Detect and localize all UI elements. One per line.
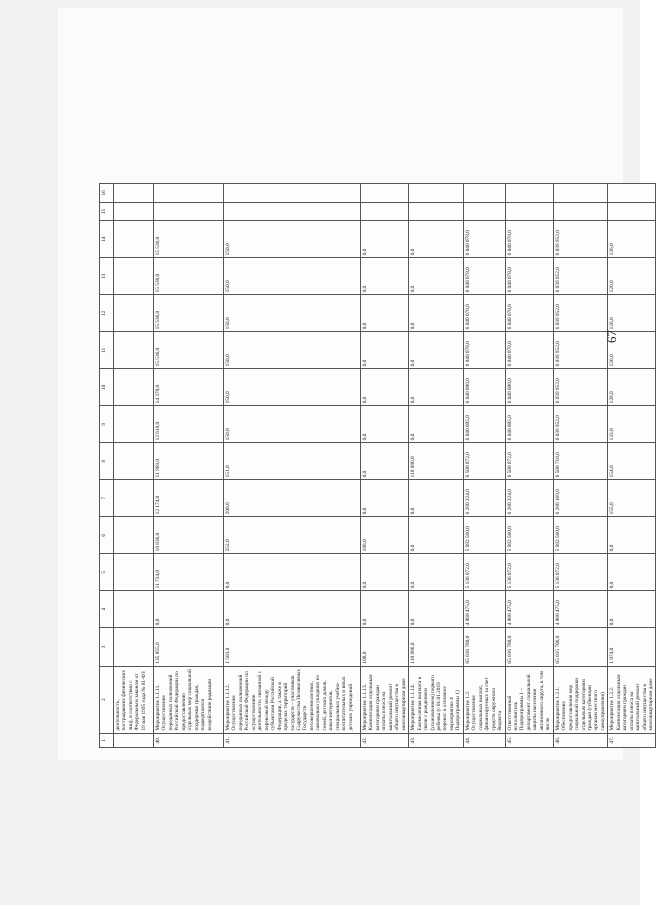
value-cell: 150,0 [224, 221, 361, 258]
value-cell [114, 591, 154, 628]
table-row [409, 184, 464, 748]
value-cell: 0,0 [224, 591, 361, 628]
value-cell: 6 039 952,0 [553, 332, 608, 369]
value-cell [463, 202, 505, 221]
column-number-14: 14 [100, 221, 114, 258]
value-cell: 0,0 [409, 591, 464, 628]
value-cell: 6 040 085,0 [505, 406, 553, 443]
value-cell [553, 184, 608, 203]
row-number: 44. [463, 733, 505, 747]
value-cell: 154,0 [608, 443, 656, 480]
table-row [361, 184, 409, 748]
value-cell: 0,0 [409, 369, 464, 406]
value-cell: 5 136 072,0 [553, 554, 608, 591]
value-cell: 118 886,0 [409, 628, 464, 666]
page-number: 67 [604, 330, 619, 343]
column-number-2: 2 [100, 666, 114, 733]
value-cell: 150,0 [224, 295, 361, 332]
value-cell: 10 836,0 [154, 517, 224, 554]
value-cell: 6 039 952,0 [553, 406, 608, 443]
value-cell: 0,0 [154, 591, 224, 628]
value-cell: 126,0 [608, 332, 656, 369]
value-cell [114, 295, 154, 332]
row-number [114, 733, 154, 747]
value-cell: 0,0 [608, 591, 656, 628]
value-cell: 0,0 [361, 554, 409, 591]
value-cell [361, 202, 409, 221]
value-cell: 6 040 078,0 [463, 295, 505, 332]
column-number-12: 12 [100, 295, 114, 332]
table-row [463, 184, 505, 748]
value-cell: 0,0 [361, 480, 409, 517]
value-cell: 12 174,0 [154, 480, 224, 517]
value-cell [224, 202, 361, 221]
value-cell: 1 074,0 [608, 628, 656, 666]
column-number-1: 1 [100, 733, 114, 747]
value-cell: 0,0 [361, 258, 409, 295]
column-number-5: 5 [100, 554, 114, 591]
value-cell: 150,0 [224, 369, 361, 406]
value-cell [409, 202, 464, 221]
measure-name: Мероприятие 1.1.11. Осуществление переданных полномочий Российской Федерации по предоставлению отдельных мер социальной поддержки граждан, подвергшихся воздействию радиации [154, 666, 224, 733]
budget-table [99, 183, 656, 748]
value-cell: 0,0 [409, 480, 464, 517]
value-cell: 0,0 [361, 332, 409, 369]
value-cell: 11 969,0 [154, 443, 224, 480]
value-cell [361, 184, 409, 203]
value-cell: 65 015 706,0 [553, 628, 608, 666]
value-cell: 65 016 780,0 [505, 628, 553, 666]
value-cell: 14 370,0 [154, 369, 224, 406]
value-cell: 12 618,0 [154, 406, 224, 443]
value-cell [409, 184, 464, 203]
value-cell: 0,0 [409, 332, 464, 369]
column-number-13: 13 [100, 258, 114, 295]
value-cell: 6 040 085,0 [463, 406, 505, 443]
value-cell [463, 184, 505, 203]
column-number-7: 7 [100, 480, 114, 517]
value-cell: 0,0 [361, 369, 409, 406]
value-cell: 6 040 078,0 [505, 295, 553, 332]
column-number-6: 6 [100, 517, 114, 554]
column-number-10: 10 [100, 369, 114, 406]
measure-name: Мероприятие 1.2. Осуществление социальных выплат, финансируемых за счет средств окружного бюджета [463, 666, 505, 733]
value-cell: 0,0 [224, 554, 361, 591]
value-cell: 0,0 [608, 554, 656, 591]
value-cell: 5 982 560,0 [463, 517, 505, 554]
row-number: 45. [505, 733, 553, 747]
value-cell: 4 868 475,0 [553, 591, 608, 628]
value-cell [114, 480, 154, 517]
value-cell: 128,0 [608, 369, 656, 406]
value-cell: 0,0 [409, 406, 464, 443]
measure-name: Мероприятие 1.2.1. Обеспечение предоставления мер социальной поддержки отдельным категориям граждан (субвенции органам местного самоуправления) [553, 666, 608, 733]
value-cell: 0,0 [361, 295, 409, 332]
value-cell: 15 536,0 [154, 221, 224, 258]
value-cell: 200,0 [224, 480, 361, 517]
value-cell: 0,0 [361, 221, 409, 258]
value-cell: 6 508 718,0 [553, 443, 608, 480]
value-cell [505, 202, 553, 221]
value-cell: 150,0 [224, 258, 361, 295]
value-cell: 6 040 078,0 [463, 258, 505, 295]
measure-name: Мероприятие 1.1.12. Осуществление переданных полномочий Российской Федерации по осуществлению деятельности, связанной с перевозкой между субъектами Российской Федерации, а также в пределах территорий государств – участников Содружества Независимых Государств несовершеннолетних, самовольно ушедших из семей, детских домов, школ-интернатов, специальных учебно-воспитательных и иных детских учреждений [224, 666, 361, 733]
value-cell [505, 184, 553, 203]
value-cell: 15 536,0 [154, 295, 224, 332]
value-cell: 0,0 [361, 443, 409, 480]
value-cell [114, 554, 154, 591]
column-number-9: 9 [100, 406, 114, 443]
value-cell: 150,0 [224, 406, 361, 443]
value-cell: 6 039 952,0 [553, 258, 608, 295]
value-cell: 5 136 072,0 [505, 554, 553, 591]
column-header-row [100, 184, 114, 748]
value-cell [114, 443, 154, 480]
value-cell [114, 369, 154, 406]
row-number: 42. [361, 733, 409, 747]
value-cell: 6 040 078,0 [505, 332, 553, 369]
value-cell: 5 982 560,0 [505, 517, 553, 554]
column-number-8: 8 [100, 443, 114, 480]
measure-name: деятельность, пострадавших физических лиц), в соответствии с Федеральным законом от 19 мая 1995 года № 81-ФЗ [114, 666, 154, 733]
table-row [114, 184, 154, 748]
value-cell [114, 258, 154, 295]
value-cell: 6 280 324,0 [505, 480, 553, 517]
value-cell: 108,0 [361, 517, 409, 554]
row-number: 40. [154, 733, 224, 747]
value-cell: 0,0 [409, 517, 464, 554]
measure-name: Мероприятие 1.2.2. Компенсация отдельным категориям граждан оплаты взноса на капитальный ремонт общего имущества в многоквартирном доме [608, 666, 656, 733]
value-cell: 0,0 [361, 406, 409, 443]
value-cell: 4 868 475,0 [463, 591, 505, 628]
value-cell: 15 536,0 [154, 258, 224, 295]
value-cell [608, 202, 656, 221]
value-cell [553, 202, 608, 221]
document-sheet [58, 8, 655, 760]
value-cell: 0,0 [409, 554, 464, 591]
row-number: 46. [553, 733, 608, 747]
value-cell: 118 886,0 [409, 443, 464, 480]
value-cell: 1 503,0 [224, 628, 361, 666]
value-cell: 6 039 952,0 [553, 221, 608, 258]
value-cell [114, 406, 154, 443]
table-row [154, 184, 224, 748]
value-cell: 0,0 [608, 517, 656, 554]
value-cell: 252,0 [224, 517, 361, 554]
table-row [608, 184, 656, 748]
measure-name: Мероприятие 1.1.13. Компенсация отдельным категориям граждан оплаты взноса на капитальный ремонт общего имущества в многоквартирном доме [361, 666, 409, 733]
value-cell: 11 724,0 [154, 554, 224, 591]
measure-name: Мероприятие 1.1.14. Ежемесячная выплата в связи с рождением (усыновлением) первого ребенка (с 01.01.2019 перенос в основное мероприятие 4 Подпрограммы 1) [409, 666, 464, 733]
value-cell: 6 280 169,0 [553, 480, 608, 517]
value-cell [224, 184, 361, 203]
value-cell: 150,0 [224, 332, 361, 369]
value-cell: 126,0 [608, 221, 656, 258]
value-cell: 6 508 872,0 [505, 443, 553, 480]
value-cell [114, 517, 154, 554]
value-cell [114, 184, 154, 203]
value-cell [154, 184, 224, 203]
value-cell: 135 855,0 [154, 628, 224, 666]
row-number: 41. [224, 733, 361, 747]
table-row [553, 184, 608, 748]
row-number: 43. [409, 733, 464, 747]
value-cell: 6 040 078,0 [463, 221, 505, 258]
table-row [505, 184, 553, 748]
value-cell: 0,0 [361, 591, 409, 628]
value-cell: 6 040 078,0 [463, 332, 505, 369]
value-cell: 65 016 780,0 [463, 628, 505, 666]
column-number-11: 11 [100, 332, 114, 369]
value-cell: 6 280 324,0 [463, 480, 505, 517]
value-cell: 151,0 [224, 443, 361, 480]
column-number-15: 15 [100, 202, 114, 221]
row-number: 47. [608, 733, 656, 747]
value-cell: 0,0 [409, 221, 464, 258]
value-cell: 108,0 [361, 628, 409, 666]
value-cell: 0,0 [409, 258, 464, 295]
value-cell: 4 868 475,0 [505, 591, 553, 628]
value-cell: 155,0 [608, 480, 656, 517]
value-cell [154, 202, 224, 221]
value-cell: 126,0 [608, 258, 656, 295]
column-number-16: 16 [100, 184, 114, 203]
value-cell: 6 039 952,0 [553, 369, 608, 406]
column-number-3: 3 [100, 628, 114, 666]
column-number-4: 4 [100, 591, 114, 628]
value-cell: 0,0 [409, 295, 464, 332]
value-cell: 15 536,0 [154, 332, 224, 369]
value-cell: 6 040 078,0 [505, 258, 553, 295]
value-cell: 6 040 080,0 [463, 369, 505, 406]
value-cell: 5 982 560,0 [553, 517, 608, 554]
value-cell: 126,0 [608, 295, 656, 332]
value-cell [114, 628, 154, 666]
table-row [224, 184, 361, 748]
value-cell: 6 039 952,0 [553, 295, 608, 332]
value-cell [114, 332, 154, 369]
value-cell [114, 202, 154, 221]
value-cell: 6 508 872,0 [463, 443, 505, 480]
value-cell [114, 221, 154, 258]
value-cell: 133,0 [608, 406, 656, 443]
measure-name: Ответственный исполнитель Подпрограммы 1 – департамент социальной защиты населения автономного округа, в том числе [505, 666, 553, 733]
value-cell [608, 184, 656, 203]
value-cell: 5 136 072,0 [463, 554, 505, 591]
value-cell: 6 040 080,0 [505, 369, 553, 406]
value-cell: 6 040 078,0 [505, 221, 553, 258]
